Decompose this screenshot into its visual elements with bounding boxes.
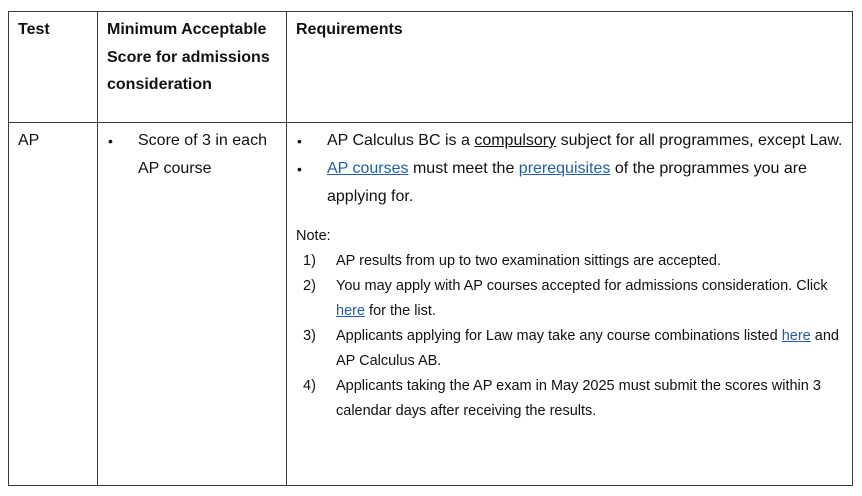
here-link-list[interactable]: here bbox=[336, 303, 366, 319]
note-text-after: for the list. bbox=[365, 303, 436, 319]
note-text-before: You may apply with AP courses accepted for admissions consideration. Click bbox=[336, 278, 828, 294]
bullet-icon: • bbox=[108, 133, 113, 149]
list-item bbox=[296, 155, 844, 211]
here-link-law[interactable]: here bbox=[781, 328, 811, 344]
ap-courses-link[interactable]: AP courses bbox=[327, 160, 409, 177]
minimum-score-text: Score of 3 in each AP course bbox=[138, 132, 267, 177]
requirements-table bbox=[8, 11, 853, 486]
bullet-icon: • bbox=[297, 133, 302, 149]
note-text-before: Applicants applying for Law may take any course combinations listed bbox=[336, 328, 782, 344]
cell-test-name: AP bbox=[9, 123, 98, 486]
list-item bbox=[296, 274, 844, 324]
bullet2-text-mid: must meet the bbox=[408, 160, 519, 177]
list-item bbox=[296, 374, 844, 424]
prerequisites-link[interactable]: prerequisites bbox=[518, 160, 611, 177]
notes-list bbox=[296, 249, 844, 424]
minimum-score-list bbox=[107, 127, 278, 183]
bullet-icon: • bbox=[297, 161, 302, 177]
note-number: 3) bbox=[303, 328, 316, 344]
bullet1-text-after: subject for all programmes, except Law. bbox=[556, 132, 843, 149]
note-number: 1) bbox=[303, 253, 316, 269]
requirements-list bbox=[296, 127, 844, 211]
cell-requirements bbox=[287, 123, 853, 486]
list-item bbox=[296, 324, 844, 374]
compulsory-underlined: compulsory bbox=[474, 132, 557, 149]
header-test: Test bbox=[9, 12, 98, 123]
header-requirements: Requirements bbox=[287, 12, 853, 123]
list-item bbox=[296, 249, 844, 274]
list-item bbox=[107, 127, 278, 183]
note-number: 2) bbox=[303, 278, 316, 294]
cell-minimum-score bbox=[98, 123, 287, 486]
list-item bbox=[296, 127, 844, 155]
table-row bbox=[9, 123, 853, 486]
note-text: AP results from up to two examination sittings are accepted. bbox=[336, 253, 721, 269]
note-text: Applicants taking the AP exam in May 2025 must submit the scores within 3 calendar days after receiving the results. bbox=[336, 378, 821, 419]
note-title: Note: bbox=[296, 228, 331, 244]
bullet1-text-before: AP Calculus BC is a bbox=[327, 132, 475, 149]
header-row bbox=[9, 12, 853, 123]
note-number: 4) bbox=[303, 378, 316, 394]
note-text-after: and AP Calculus AB. bbox=[336, 328, 839, 369]
header-minimum-score: Minimum Acceptable Score for admissions consideration bbox=[98, 12, 287, 123]
bullet2-text-after: of the programmes you are applying for. bbox=[327, 160, 807, 205]
